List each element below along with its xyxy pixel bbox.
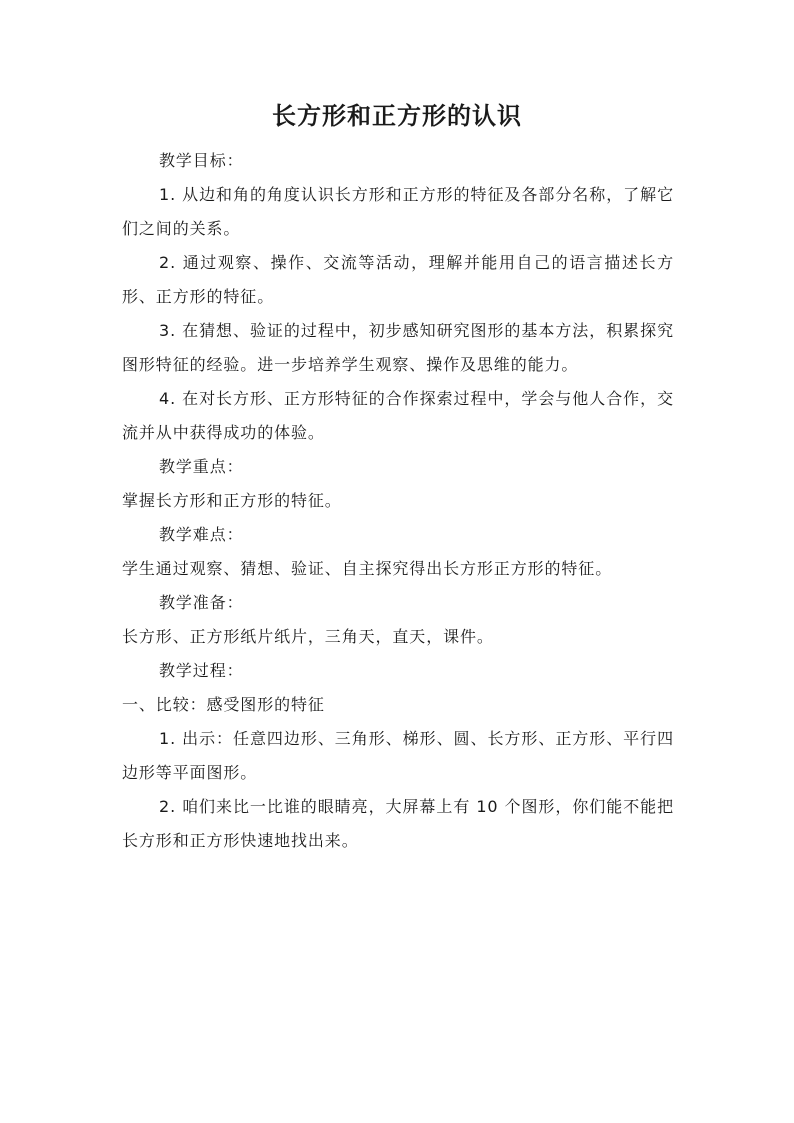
- difficulties-text: 学生通过观察、猜想、验证、自主探究得出长方形正方形的特征。: [122, 559, 613, 578]
- document-body: [122, 144, 674, 858]
- heading-teaching-objectives: 教学目标：: [159, 151, 244, 170]
- process-step-2: 2. 咱们来比一比谁的眼睛亮，大屏幕上有 10 个图形，你们能不能把长方形和正方形快速地找出来。: [122, 797, 674, 850]
- objective-4: 4. 在对长方形、正方形特征的合作探索过程中，学会与他人合作，交流并从中获得成功的体验。: [122, 389, 674, 442]
- heading-process: 教学过程：: [159, 661, 244, 680]
- preparation-text: 长方形、正方形纸片纸片，三角天，直天，课件。: [122, 627, 494, 646]
- heading-difficulties: 教学难点：: [159, 525, 244, 544]
- objective-3: 3. 在猜想、验证的过程中，初步感知研究图形的基本方法，积累探究图形特征的经验。进一步培养学生观察、操作及思维的能力。: [122, 321, 674, 374]
- objective-2: 2. 通过观察、操作、交流等活动，理解并能用自己的语言描述长方形、正方形的特征。: [122, 253, 674, 306]
- document-title: 长方形和正方形的认识: [272, 101, 522, 130]
- section-one-heading: 一、比较：感受图形的特征: [122, 695, 325, 714]
- process-step-1: 1. 出示：任意四边形、三角形、梯形、圆、长方形、正方形、平行四边形等平面图形。: [122, 729, 674, 782]
- objective-1: 1. 从边和角的角度认识长方形和正方形的特征及各部分名称，了解它们之间的关系。: [122, 185, 674, 238]
- key-points-text: 掌握长方形和正方形的特征。: [122, 491, 342, 510]
- heading-preparation: 教学准备：: [159, 593, 244, 612]
- heading-key-points: 教学重点：: [159, 457, 244, 476]
